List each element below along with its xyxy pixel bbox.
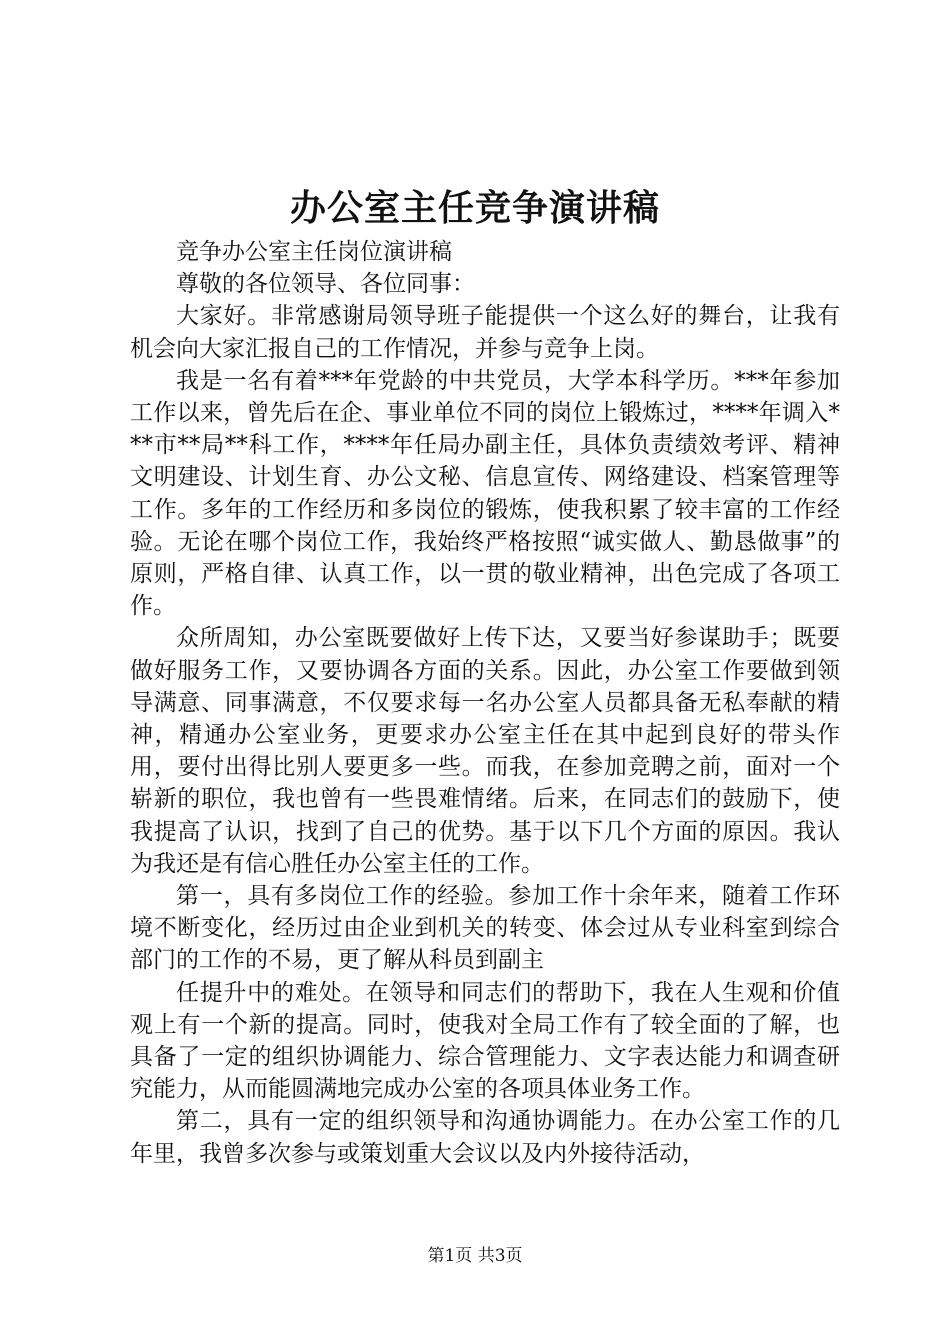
paragraph-point-one: 第一，具有多岗位工作的经验。参加工作十余年来，随着工作环境不断变化，经历过由企业到机关的转变、体会过从专业科室到综合部门的工作的不易，更了解从科员到副主 [130, 883, 840, 974]
paragraph-point-two: 第二，具有一定的组织领导和沟通协调能力。在办公室工作的几年里，我曾多次参与或策划重大会议以及内外接待活动， [130, 1108, 840, 1167]
document-body [130, 236, 840, 1170]
paragraph-subtitle: 竞争办公室主任岗位演讲稿 [176, 239, 452, 265]
document-title: 办公室主任竞争演讲稿 [289, 187, 660, 229]
paragraph-point-one-continued: 任提升中的难处。在领导和同志们的帮助下，我在人生观和价值观上有一个新的提高。同时，使我对全局工作有了较全面的了解，也具备了一定的组织协调能力、综合管理能力、文字表达能力和调查研究能力，从而能圆满地完成办公室的各项具体业务工作。 [130, 979, 840, 1103]
paragraph-office-role: 众所周知，办公室既要做好上传下达，又要当好参谋助手；既要做好服务工作，又要协调各方面的关系。因此，办公室工作要做到领导满意、同事满意，不仅要求每一名办公室人员都具备无私奉献的精神，精通办公室业务，更要求办公室主任在其中起到良好的带头作用，要付出得比别人要更多一些。而我，在参加竞聘之前，面对一个崭新的职位，我也曾有一些畏难情绪。后来，在同志们的鼓励下，使我提高了认识，找到了自己的优势。基于以下几个方面的原因。我认为我还是有信心胜任办公室主任的工作。 [130, 625, 840, 877]
paragraph-greeting: 大家好。非常感谢局领导班子能提供一个这么好的舞台，让我有机会向大家汇报自己的工作情况，并参与竞争上岗。 [130, 303, 840, 362]
paragraph-salutation: 尊敬的各位领导、各位同事： [176, 271, 475, 298]
page-footer: 第1页 共3页 [427, 1246, 523, 1266]
paragraph-self-introduction: 我是一名有着***年党龄的中共党员，大学本科学历。***年参加工作以来，曾先后在企、事业单位不同的岗位上锻炼过，****年调入***市**局**科工作，****年任局办副主任，具体负责绩效考评、精神文明建设、计划生育、办公文秘、信息宣传、网络建设、档案管理等工作。多年的工作经历和多岗位的锻炼，使我积累了较丰富的工作经验。无论在哪个岗位工作，我始终严格按照“诚实做人、勤恳做事”的原则，严格自律、认真工作，以一贯的敬业精神，出色完成了各项工作。 [130, 367, 840, 620]
